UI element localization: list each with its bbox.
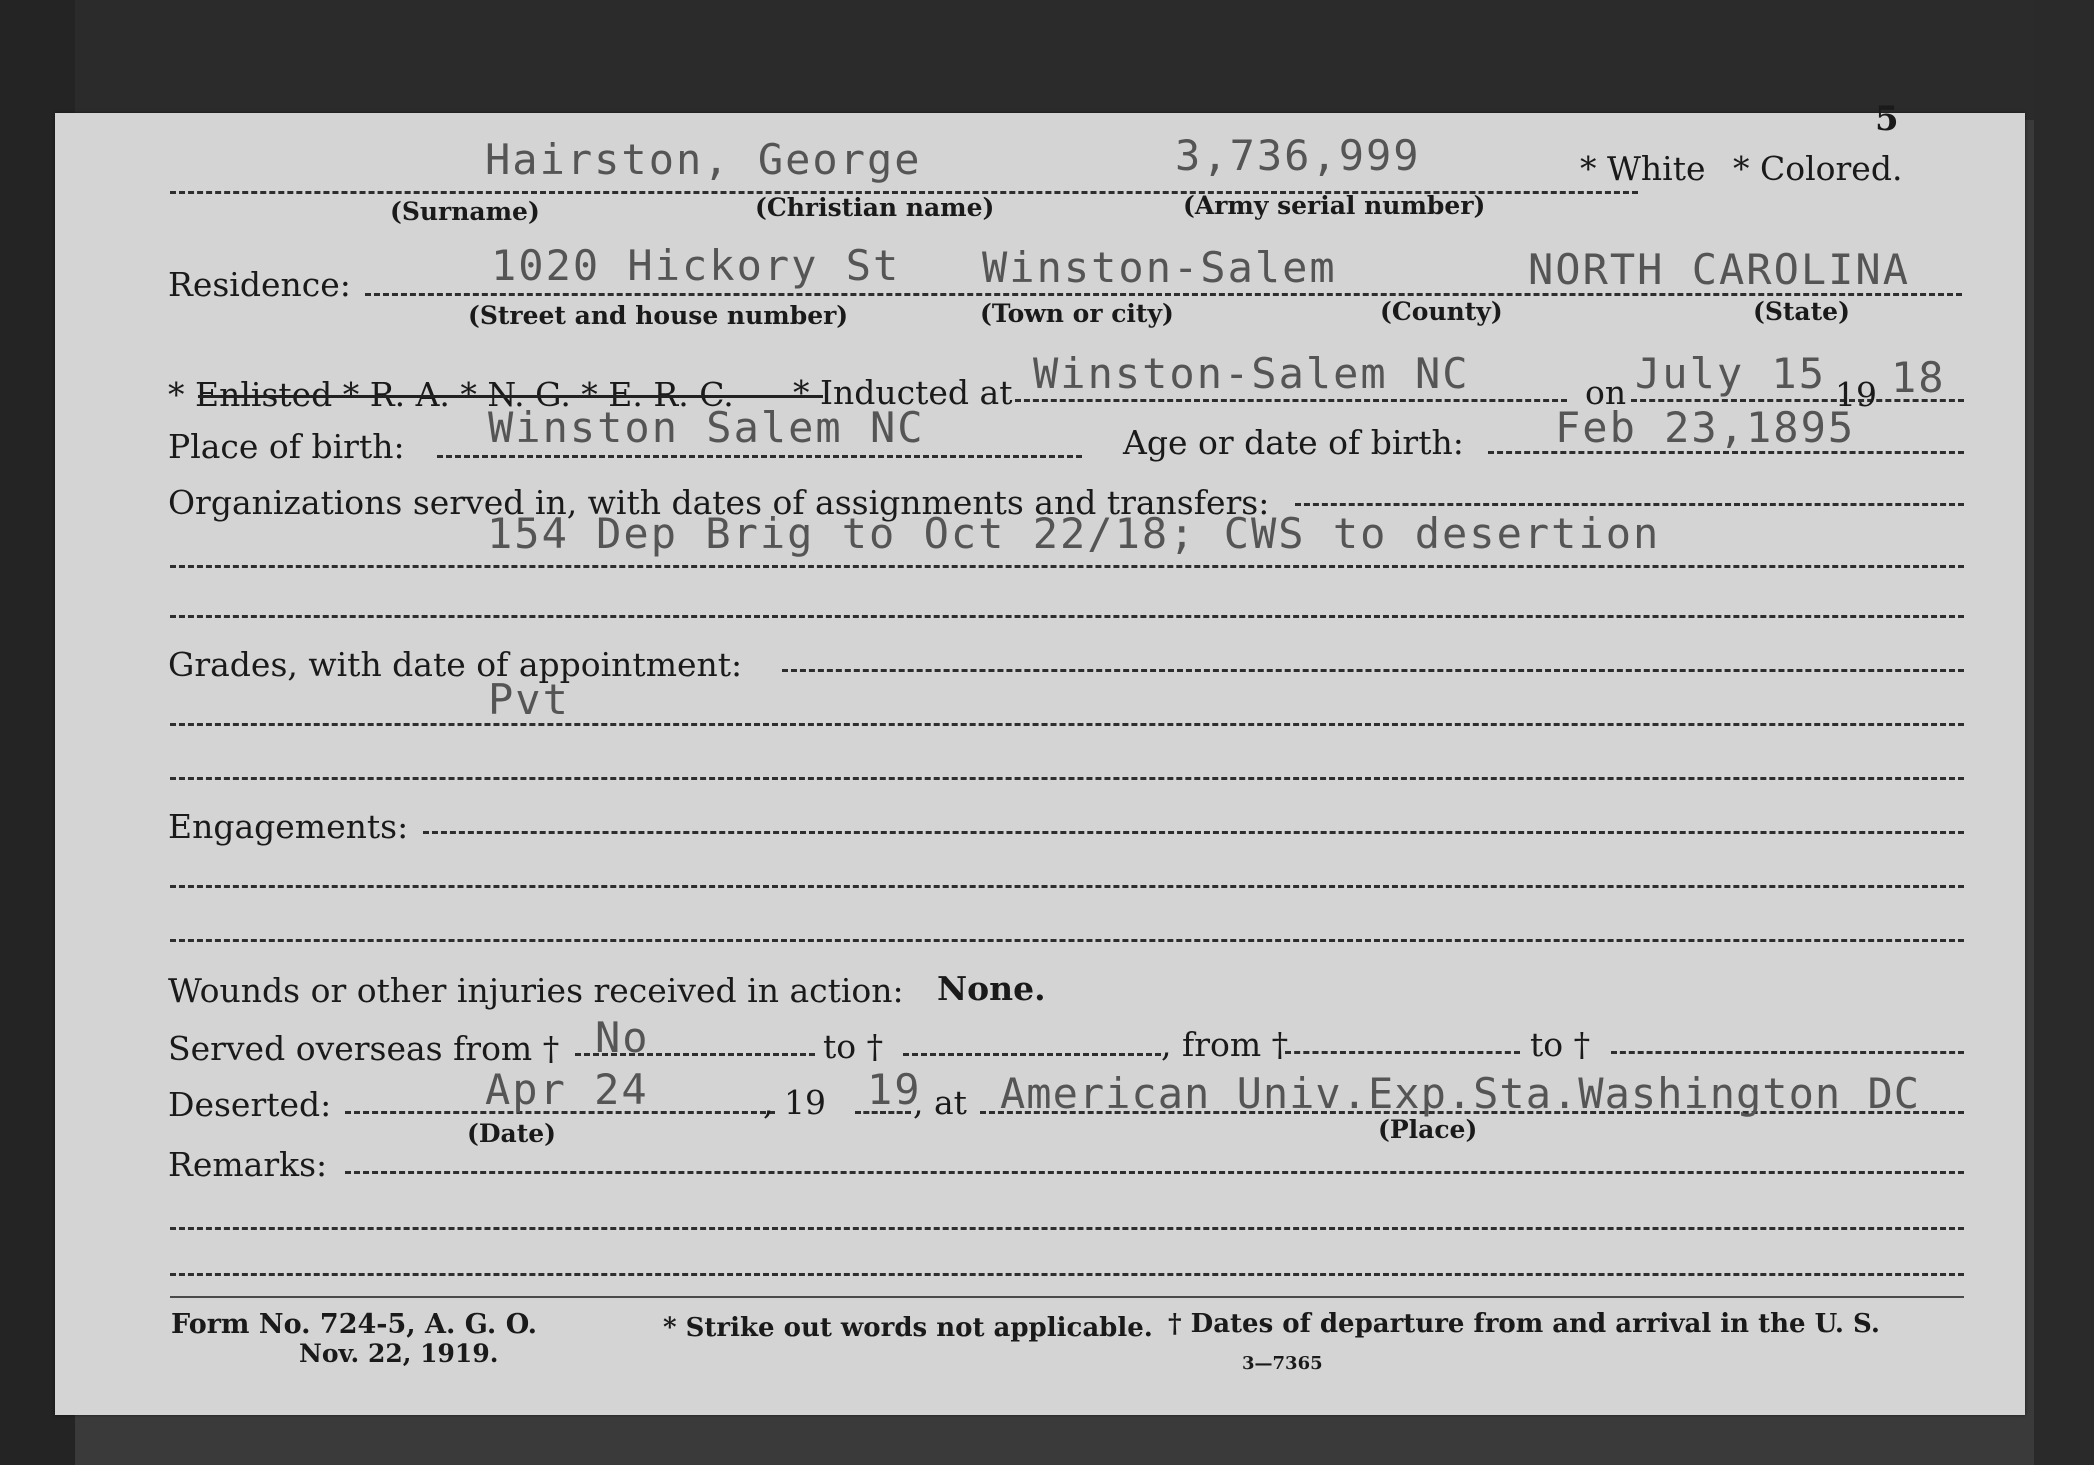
- form-date: Nov. 22, 1919.: [299, 1339, 499, 1368]
- birthplace-value: Winston Salem NC: [488, 403, 925, 452]
- inducted-year-prefix: 19: [1835, 375, 1877, 414]
- grades-label: Grades, with date of appointment:: [168, 645, 743, 684]
- surname-value: Hairston, George: [485, 135, 922, 184]
- caption-christian-name: (Christian name): [755, 193, 995, 222]
- race-colored-label: * Colored.: [1733, 149, 1903, 188]
- overseas-from-line-2: [1285, 1051, 1520, 1054]
- overseas-value: No: [595, 1013, 650, 1062]
- remarks-label: Remarks:: [168, 1145, 328, 1184]
- footer-rule: [170, 1296, 1964, 1298]
- strike-through-line: [198, 395, 823, 398]
- overseas-to-label-1: to †: [823, 1027, 884, 1066]
- footnote-dates: † Dates of departure from and arrival in the U. S.: [1168, 1309, 1880, 1339]
- birthplace-label: Place of birth:: [168, 427, 405, 466]
- corner-mark: 5: [1875, 99, 1899, 139]
- street-value: 1020 Hickory St: [491, 241, 901, 290]
- overseas-from-label: , from †: [1161, 1025, 1289, 1064]
- inducted-label: * Inducted at: [793, 373, 1013, 412]
- service-record-card: [55, 99, 2025, 1415]
- print-code: 3—7365: [1242, 1353, 1323, 1374]
- deserted-place-value: American Univ.Exp.Sta.Washington DC: [1000, 1069, 1921, 1118]
- organizations-line-2: [170, 565, 1964, 568]
- serial-number-value: 3,736,999: [1175, 131, 1421, 180]
- wounds-value: None.: [937, 969, 1046, 1008]
- inducted-line: [1015, 399, 1567, 402]
- caption-surname: (Surname): [390, 197, 540, 226]
- engagements-line-2: [170, 885, 1964, 888]
- scan-background-right: [2034, 0, 2094, 1465]
- engagements-line-1: [423, 831, 1964, 834]
- remarks-line-1: [345, 1171, 1964, 1174]
- organizations-line-1: [1295, 503, 1964, 506]
- deserted-label: Deserted:: [168, 1085, 332, 1124]
- inducted-year-value: 18: [1891, 353, 1946, 402]
- form-number: Form No. 724-5, A. G. O.: [171, 1309, 538, 1340]
- remarks-line-3: [170, 1273, 1964, 1276]
- caption-serial-number: (Army serial number): [1183, 191, 1486, 220]
- state-value: NORTH CAROLINA: [1528, 245, 1911, 294]
- inducted-date-value: July 15: [1635, 349, 1827, 398]
- grades-line-3: [170, 777, 1964, 780]
- remarks-line-2: [170, 1227, 1964, 1230]
- grades-line-1: [782, 669, 1964, 672]
- caption-street: (Street and house number): [468, 301, 849, 330]
- overseas-to-line-1: [903, 1053, 1161, 1056]
- organizations-value: 154 Dep Brig to Oct 22/18; CWS to desertion: [487, 509, 1661, 558]
- overseas-to-line-2: [1611, 1051, 1964, 1054]
- residence-label: Residence:: [168, 265, 351, 304]
- grades-value: Pvt: [488, 675, 570, 724]
- town-value: Winston-Salem: [982, 243, 1337, 292]
- scan-background-top: [0, 0, 2094, 120]
- caption-place: (Place): [1378, 1115, 1478, 1144]
- enlisted-struck-label: * Enlisted * R. A. * N. G. * E. R. C.: [168, 375, 734, 414]
- engagements-line-3: [170, 939, 1964, 942]
- caption-date: (Date): [467, 1119, 556, 1148]
- footnote-strike: * Strike out words not applicable.: [663, 1313, 1153, 1343]
- grades-line-2: [170, 723, 1964, 726]
- on-label: on: [1585, 373, 1627, 412]
- overseas-label: Served overseas from †: [168, 1029, 560, 1068]
- race-white-label: * White: [1580, 149, 1706, 188]
- wounds-label: Wounds or other injuries received in action:: [168, 971, 904, 1010]
- birthplace-line: [437, 455, 1082, 458]
- birth-date-value: Feb 23,1895: [1555, 403, 1856, 452]
- deserted-year-prefix: , 19: [763, 1083, 826, 1122]
- organizations-label: Organizations served in, with dates of assignments and transfers:: [168, 483, 1270, 522]
- caption-state: (State): [1753, 297, 1850, 326]
- caption-county: (County): [1380, 297, 1503, 326]
- age-label: Age or date of birth:: [1123, 423, 1464, 462]
- inducted-at-value: Winston-Salem NC: [1033, 349, 1470, 398]
- overseas-to-label-2: to †: [1530, 1025, 1591, 1064]
- deserted-year-value: 19: [867, 1065, 922, 1114]
- engagements-label: Engagements:: [168, 807, 409, 846]
- organizations-line-3: [170, 615, 1964, 618]
- caption-town: (Town or city): [980, 299, 1174, 328]
- deserted-at-label: , at: [913, 1083, 967, 1122]
- deserted-date-value: Apr 24: [485, 1065, 649, 1114]
